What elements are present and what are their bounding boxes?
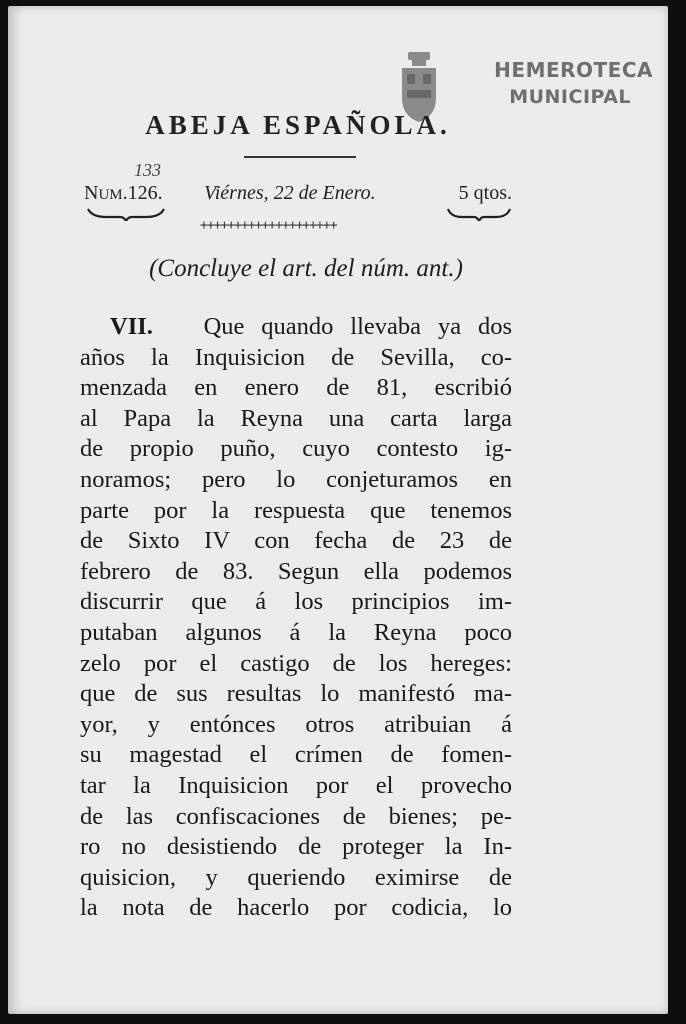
left-brace-ornament — [86, 205, 166, 221]
section-numeral: VII. — [110, 313, 153, 340]
ornamental-rule: ++++++++++++++++++++ — [200, 218, 337, 232]
stamp-line-1: HEMEROTECA — [494, 58, 653, 82]
body-line-text: Que quando llevaba ya dos — [203, 313, 512, 340]
body-line: la nota de hacerlo por codicia, lo — [80, 894, 512, 922]
body-line: yor, y entónces otros atribuian á — [80, 710, 512, 738]
body-line: de Sixto IV con fecha de 23 de — [80, 527, 512, 555]
right-brace-ornament — [446, 205, 512, 221]
masthead-title: ABEJA ESPAÑOLA. — [145, 110, 451, 140]
body-line: febrero de 83. Segun ella podemos — [80, 557, 512, 585]
body-line: parte por la respuesta que tenemos — [80, 496, 512, 524]
body-line: zelo por el castigo de los hereges: — [80, 649, 512, 677]
body-line: al Papa la Reyna una carta larga — [80, 404, 512, 432]
body-line: tar la Inquisicion por el provecho — [80, 771, 512, 799]
body-line: putaban algunos á la Reyna poco — [80, 618, 512, 646]
body-line: quisicion, y queriendo eximirse de — [80, 863, 512, 891]
body-line: discurrir que á los principios im- — [80, 588, 512, 616]
body-line: ro no desistiendo de proteger la In- — [80, 833, 512, 861]
body-line: de propio puño, cuyo contesto ig- — [80, 435, 512, 463]
body-line: menzada en enero de 81, escribió — [80, 374, 512, 402]
handwritten-number: 133 — [134, 160, 161, 180]
body-line: de las confiscaciones de bienes; pe- — [80, 802, 512, 830]
body-line: años la Inquisicion de Sevilla, co- — [80, 343, 512, 371]
archive-stamp — [473, 58, 653, 108]
title-rule — [244, 156, 356, 158]
body-line: que de sus resultas lo manifestó ma- — [80, 680, 512, 708]
issue-price: 5 qtos. — [458, 182, 512, 204]
issue-number — [84, 182, 163, 205]
body-line — [80, 312, 512, 343]
article-body — [80, 312, 512, 924]
continuation-note: (Concluye el art. del núm. ant.) — [149, 255, 463, 282]
issue-number-value: .126. — [122, 182, 163, 204]
issue-number-smallcaps: UM — [98, 187, 123, 203]
stamp-line-2: MUNICIPAL — [509, 86, 631, 108]
issue-number-cap: N — [84, 182, 99, 204]
body-line: su magestad el crímen de fomen- — [80, 741, 512, 769]
body-line: noramos; pero lo conjeturamos en — [80, 465, 512, 493]
issue-date: Viérnes, 22 de Enero. — [204, 182, 376, 204]
